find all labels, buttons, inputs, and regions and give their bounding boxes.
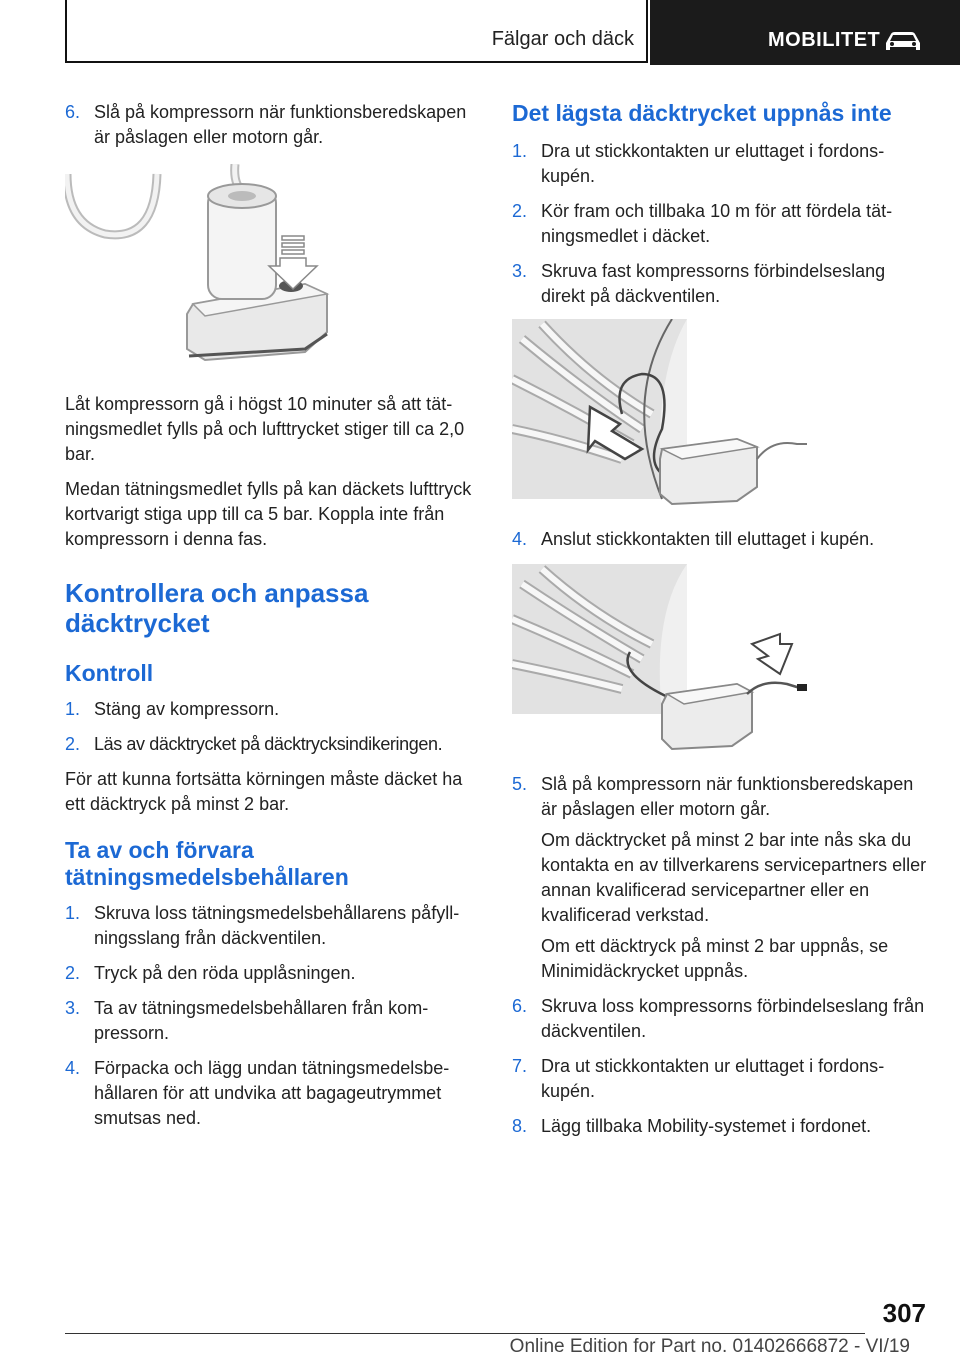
step-text: Skruva loss kompressorns förbindelseslang från däckventilen. bbox=[541, 996, 925, 1041]
paragraph: Medan tätningsmedlet fylls på kan däckets lufttryck kortvarigt stiga upp till ca 5 bar. Koppla inte från kompressorn i denna fas. bbox=[65, 479, 472, 549]
step-number: 2. bbox=[65, 963, 81, 983]
paragraph: Låt kompressorn gå i högst 10 minuter så att tätningsmedlet fylls på och lufttrycket stiger till ca 2,0 bar. bbox=[65, 394, 465, 464]
chapter-tab bbox=[650, 0, 960, 65]
step-text: Kör fram och tillbaka 10 m för att fördela tätningsmedlet i däcket. bbox=[541, 201, 893, 246]
list-item bbox=[512, 994, 927, 1044]
step-text: Tryck på den röda upplåsningen. bbox=[94, 963, 356, 983]
list-item bbox=[512, 259, 927, 309]
step-number: 6. bbox=[65, 102, 81, 122]
subsection-heading: Ta av och förvara tätningsmedelsbehållaren bbox=[65, 837, 349, 890]
step-number: 6. bbox=[512, 996, 528, 1016]
step-number: 1. bbox=[512, 141, 528, 161]
page-header bbox=[0, 0, 960, 66]
step-number: 7. bbox=[512, 1056, 528, 1076]
section-tab bbox=[65, 0, 648, 63]
chapter-title: MOBILITET bbox=[768, 29, 881, 51]
step-number: 2. bbox=[65, 734, 81, 754]
step-text: Läs av däcktrycket på däcktrycksindikeringen. bbox=[94, 734, 443, 754]
right-column bbox=[512, 100, 927, 1149]
list-item bbox=[65, 1056, 480, 1131]
list-item bbox=[512, 772, 927, 984]
step-text: Skruva loss tätningsmedelsbehållarens påfyllningsslang från däckventilen. bbox=[94, 903, 460, 948]
step-text: Dra ut stickkontakten ur eluttaget i fordonskupén. bbox=[541, 1056, 885, 1101]
step-number: 5. bbox=[512, 774, 528, 794]
step-text: Stäng av kompressorn. bbox=[94, 699, 280, 719]
list-item bbox=[65, 732, 480, 757]
note-paragraph: Om däcktrycket på minst 2 bar inte nås ska du kontakta en av tillverkarens servicepartners eller annan kvalificerad servicepartner eller en kvalificerad verkstad. bbox=[541, 830, 927, 925]
step-number: 8. bbox=[512, 1116, 528, 1136]
section-heading: Kontrollera och anpassa däcktrycket bbox=[65, 578, 369, 638]
note-paragraph: Om ett däcktryck på minst 2 bar uppnås, se Minimidäckrycket uppnås. bbox=[541, 936, 889, 981]
step-text: Skruva fast kompressorns förbindelseslang direkt på däckventilen. bbox=[541, 261, 886, 306]
list-item bbox=[512, 1054, 927, 1104]
paragraph: För att kunna fortsätta körningen måste däcket ha ett däcktryck på minst 2 bar. bbox=[65, 769, 463, 814]
step-text: Slå på kompressorn när funktionsberedskapen är påslagen eller motorn går. bbox=[541, 774, 914, 819]
step-number: 1. bbox=[65, 903, 81, 923]
list-item bbox=[65, 100, 480, 150]
step-number: 2. bbox=[512, 201, 528, 221]
step-text: Dra ut stickkontakten ur eluttaget i fordonskupén. bbox=[541, 141, 885, 186]
edition-note: Online Edition for Part no. 01402666872 - VI/19 bbox=[509, 1336, 910, 1357]
list-item bbox=[512, 1114, 927, 1139]
list-item bbox=[512, 139, 927, 189]
car-icon bbox=[882, 28, 924, 54]
step-number: 4. bbox=[512, 529, 528, 549]
step-number: 1. bbox=[65, 699, 81, 719]
step-number: 4. bbox=[65, 1058, 81, 1078]
step-text: Lägg tillbaka Mobility-systemet i fordonet. bbox=[541, 1116, 872, 1136]
list-item bbox=[65, 996, 480, 1046]
list-item bbox=[65, 901, 480, 951]
step-number: 3. bbox=[65, 998, 81, 1018]
step-text: Förpacka och lägg undan tätningsmedelsbehållaren för att undvika att bagageutrymmet smutsas ned. bbox=[94, 1058, 450, 1128]
list-item bbox=[512, 199, 927, 249]
subsection-heading: Kontroll bbox=[65, 660, 154, 686]
step-text: Ta av tätningsmedelsbehållaren från kompressorn. bbox=[94, 998, 429, 1043]
hose-to-valve-figure bbox=[512, 319, 812, 509]
footer-divider bbox=[65, 1333, 865, 1334]
section-heading: Det lägsta däcktrycket uppnås inte bbox=[512, 100, 892, 126]
plug-in-figure bbox=[512, 564, 812, 754]
page-number: 307 bbox=[882, 1298, 926, 1328]
list-item bbox=[65, 961, 480, 986]
section-title: Fälgar och däck bbox=[491, 28, 634, 50]
list-item bbox=[65, 697, 480, 722]
step-number: 3. bbox=[512, 261, 528, 281]
left-column bbox=[65, 100, 480, 1141]
step-text: Anslut stickkontakten till eluttaget i kupén. bbox=[541, 529, 875, 549]
step-text: Slå på kompressorn när funktionsberedskapen är påslagen eller motorn går. bbox=[94, 102, 467, 147]
list-item bbox=[512, 527, 927, 552]
compressor-sealant-figure bbox=[65, 164, 395, 374]
